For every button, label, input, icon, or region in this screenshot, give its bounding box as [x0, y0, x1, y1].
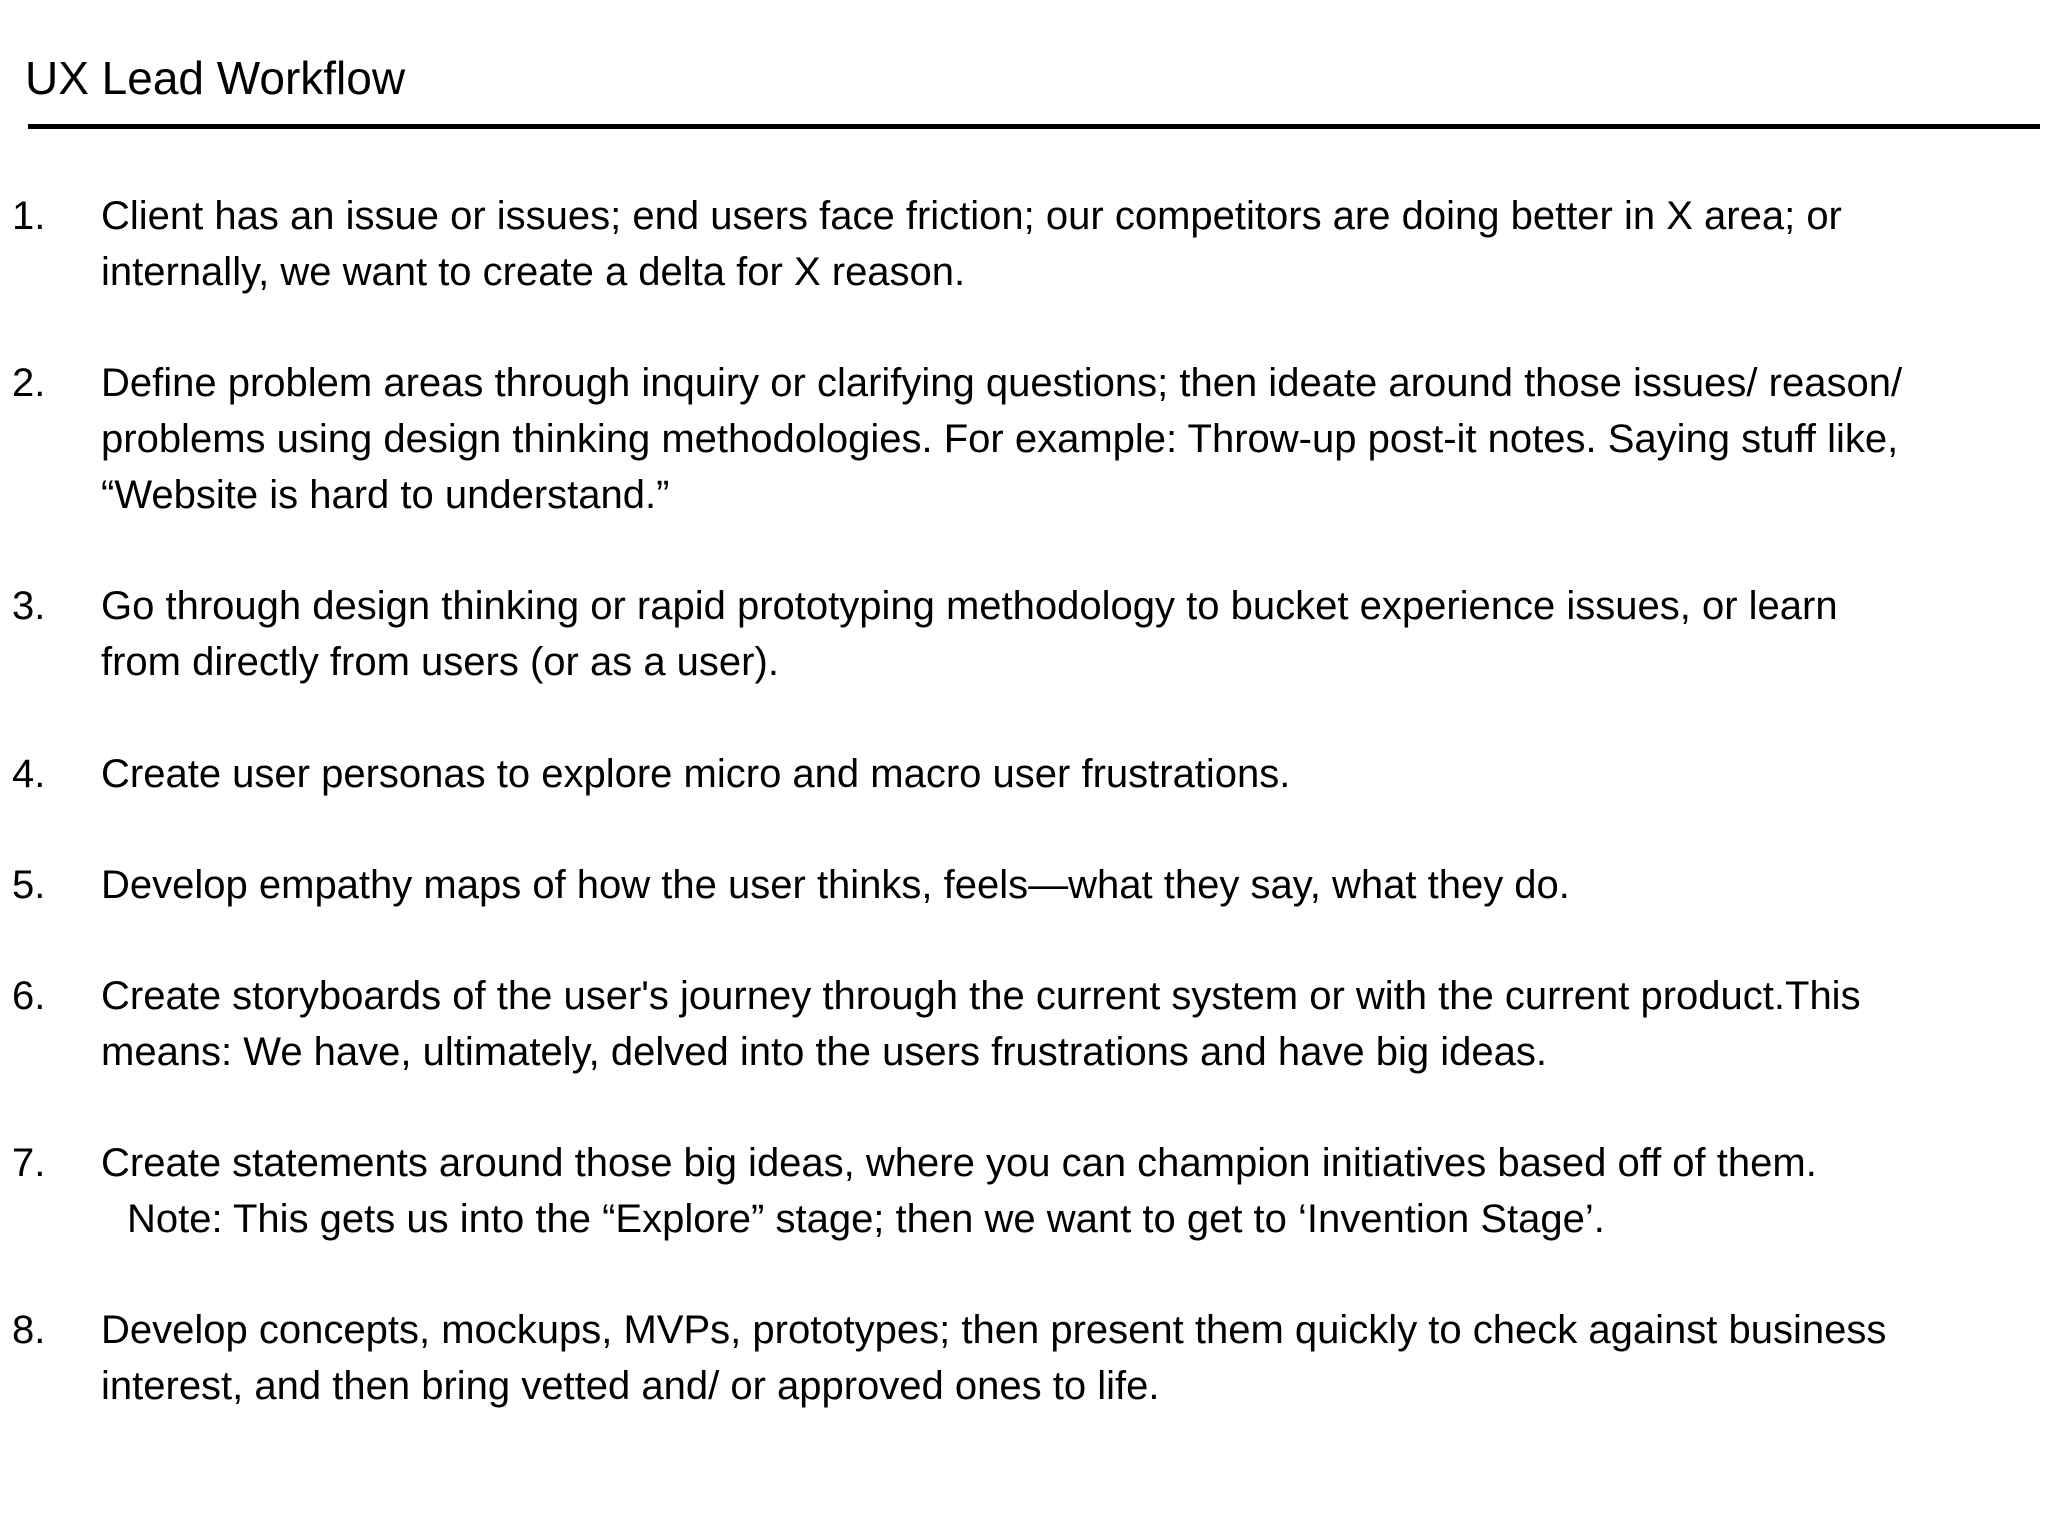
step-number: 1. — [12, 194, 46, 238]
step-number: 5. — [12, 863, 46, 907]
step-text-line: Develop empathy maps of how the user thinks, feels—what they say, what they do. — [101, 863, 1570, 907]
step-note: Note: This gets us into the “Explore” stage; then we want to get to ‘Invention Stage’. — [127, 1197, 1605, 1241]
step-text-line: interest, and then bring vetted and/ or approved ones to life. — [101, 1364, 1160, 1408]
step-text-line: Create statements around those big ideas, where you can champion initiatives based off of them. — [101, 1141, 1817, 1185]
step-number: 8. — [12, 1308, 46, 1352]
step-number: 2. — [12, 361, 46, 405]
step-text-line: problems using design thinking methodologies. For example: Throw-up post-it notes. Saying stuff like, — [101, 417, 1899, 461]
step-text-line: means: We have, ultimately, delved into the users frustrations and have big ideas. — [101, 1030, 1547, 1074]
step-text-line: internally, we want to create a delta for X reason. — [101, 250, 966, 294]
step-number: 6. — [12, 974, 46, 1018]
step-number: 4. — [12, 752, 46, 796]
title-divider — [28, 124, 2040, 129]
page-title: UX Lead Workflow — [25, 52, 406, 104]
step-number: 7. — [12, 1141, 46, 1185]
step-text-line: Create user personas to explore micro and macro user frustrations. — [101, 752, 1291, 796]
step-text-line: Define problem areas through inquiry or clarifying questions; then ideate around those issues/ reason/ — [101, 361, 1903, 405]
step-text-line: Client has an issue or issues; end users face friction; our competitors are doing better in X area; or — [101, 194, 1842, 238]
step-text-line: Create storyboards of the user's journey through the current system or with the current product.This — [101, 974, 1861, 1018]
step-number: 3. — [12, 584, 46, 628]
step-text-line: Go through design thinking or rapid prototyping methodology to bucket experience issues, or learn — [101, 584, 1838, 628]
step-text-line: Develop concepts, mockups, MVPs, prototypes; then present them quickly to check against business — [101, 1308, 1887, 1352]
step-text-line: “Website is hard to understand.” — [101, 473, 670, 517]
step-text-line: from directly from users (or as a user). — [101, 640, 779, 684]
